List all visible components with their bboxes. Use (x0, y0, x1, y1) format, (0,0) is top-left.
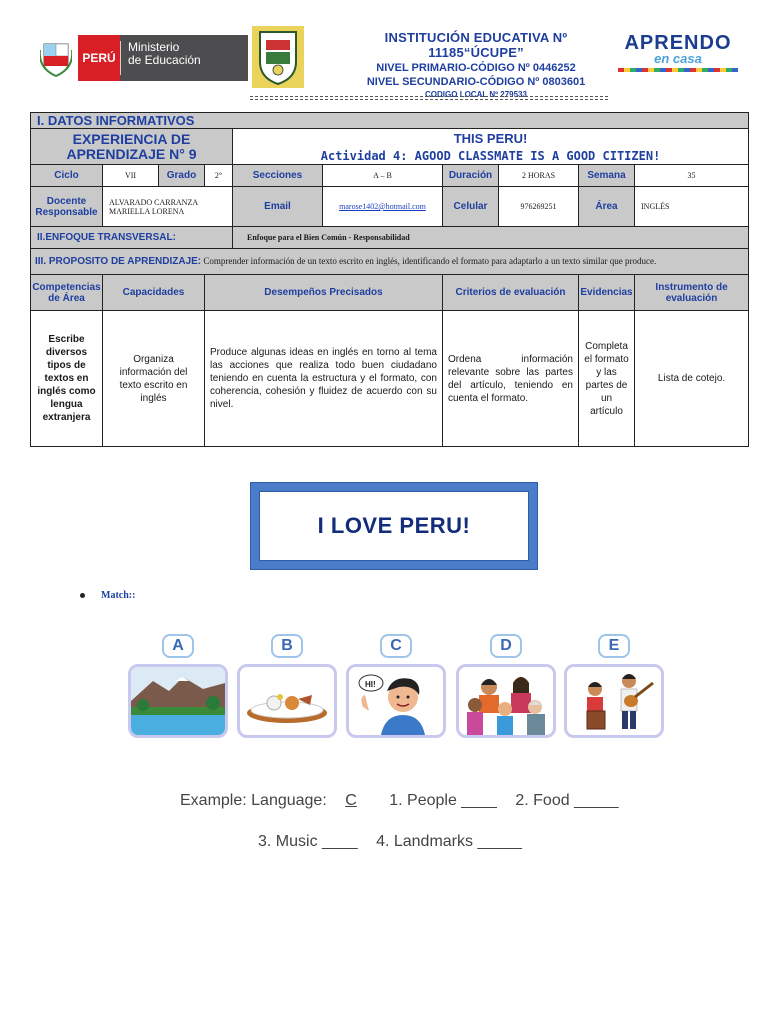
col-criterios: Criterios de evaluación (443, 275, 579, 311)
match-instruction: Match:: (80, 590, 135, 601)
example-line-1: Example: Language: C 1. People ____ 2. Food _____ (180, 792, 619, 809)
example-answer: C (345, 792, 357, 809)
ciclo-value: VII (103, 165, 159, 187)
proposito-value: Comprender información de un texto escrito en inglés, identificando el formato para adaptarlo a un texto similar que produce. (203, 256, 657, 266)
person-waving-icon (349, 667, 443, 735)
food-plate-icon (240, 667, 334, 735)
match-item-landmarks: 4. Landmarks _____ (376, 833, 522, 850)
card-c-language: C HI! (346, 634, 446, 742)
card-d-people: D (456, 634, 556, 742)
match-item-food: 2. Food _____ (515, 792, 619, 809)
instrumento-cell: Lista de cotejo. (635, 311, 749, 447)
col-evidencias: Evidencias (579, 275, 635, 311)
competencia-cell: Escribe diversos tipos de textos en inglés como lengua extranjera (31, 311, 103, 447)
docente-label: Docente Responsable (31, 187, 103, 227)
capacidad-cell: Organiza información del texto escrito en inglés (103, 311, 205, 447)
card-b-food: B (237, 634, 337, 742)
card-e-music: E (564, 634, 664, 742)
svg-text:HI!: HI! (365, 680, 376, 689)
enfoque-label: II.ENFOQUE TRANSVERSAL: (31, 227, 233, 249)
bullet-icon (80, 593, 85, 598)
email-label: Email (233, 187, 323, 227)
semana-label: Semana (579, 165, 635, 187)
institution-title: INSTITUCIÓN EDUCATIVA Nº 11185“ÚCUPE” NIVEL PRIMARIO-CÓDIGO Nº 0446252 NIVEL SECUNDARIO-CÓDIGO Nº 0803601 CODIGO LOCAL Nº 279533 (366, 30, 586, 99)
semana-value: 35 (635, 165, 749, 187)
col-capacidades: Capacidades (103, 275, 205, 311)
separator (250, 96, 608, 100)
page-header (0, 0, 768, 110)
example-line-2 (258, 833, 536, 851)
match-item-people: 1. People ____ (389, 792, 497, 809)
celular-value: 976269251 (499, 187, 579, 227)
lesson-info-table (30, 112, 749, 447)
grado-value: 2° (205, 165, 233, 187)
area-label: Área (579, 187, 635, 227)
celular-label: Celular (443, 187, 499, 227)
proposito-row: III. PROPOSITO DE APRENDIZAJE: Comprender información de un texto escrito en inglés, identificando el formato para adaptarlo a un texto similar que produce. (31, 249, 749, 275)
landscape-icon (131, 667, 225, 735)
evidencia-cell: Completa el formato y las partes de un artículo (579, 311, 635, 447)
desempeno-cell: Produce algunas ideas en inglés en torno al tema las acciones que realiza todo buen ciudadano teniendo en cuenta la estructura y el formato, con coherencia, cohesión y fluidez de acuerdo con su nivel. (205, 311, 443, 447)
duracion-value: 2 HORAS (499, 165, 579, 187)
col-instrumento: Instrumento de evaluación (635, 275, 749, 311)
family-group-icon (459, 667, 553, 735)
col-competencias: Competencias de Área (31, 275, 103, 311)
duracion-label: Duración (443, 165, 499, 187)
i-love-peru-banner: I LOVE PERU! (250, 482, 538, 570)
school-crest-icon (252, 26, 304, 88)
activity-title: THIS PERU! Actividad 4: AGOOD CLASSMATE IS A GOOD CITIZEN! (233, 129, 749, 165)
criterio-cell: Ordena información relevante sobre las partes del artículo, teniendo en cuenta el formato. (443, 311, 579, 447)
experiencia-title: EXPERIENCIA DE APRENDIZAJE N° 9 (31, 129, 233, 165)
ministerio-logo: Ministerio de Educación (120, 35, 248, 81)
card-a-landmarks: A (128, 634, 228, 742)
docente-value: ALVARADO CARRANZA MARIELLA LORENA (103, 187, 233, 227)
enfoque-value: Enfoque para el Bien Común - Responsabilidad (233, 227, 749, 249)
secciones-value: A – B (323, 165, 443, 187)
email-link[interactable]: marose1402@hotmail.com (323, 187, 443, 227)
match-item-music: 3. Music ____ (258, 833, 358, 850)
peru-coat-of-arms-icon (40, 40, 72, 78)
area-value: INGLÉS (635, 187, 749, 227)
aprendo-en-casa-logo: APRENDO en casa (610, 32, 746, 80)
col-desempenos: Desempeños Precisados (205, 275, 443, 311)
section-datos-informativos: I. DATOS INFORMATIVOS (31, 113, 749, 129)
ciclo-label: Ciclo (31, 165, 103, 187)
secciones-label: Secciones (233, 165, 323, 187)
grado-label: Grado (159, 165, 205, 187)
peru-logo: PERÚ (78, 35, 120, 81)
musicians-icon (567, 667, 661, 735)
